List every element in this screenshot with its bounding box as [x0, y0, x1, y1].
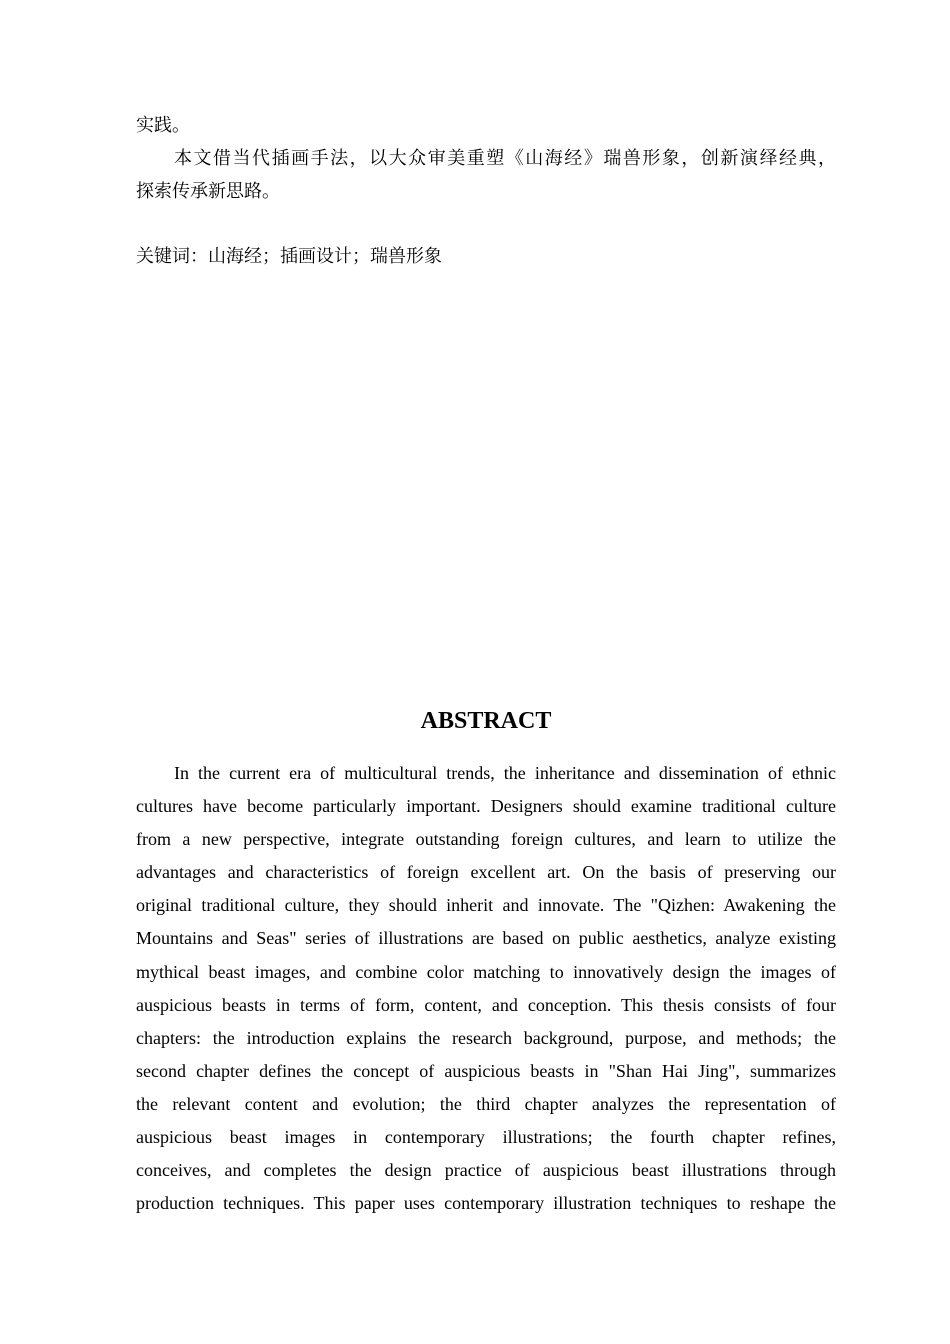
- cn-line: 本文借当代插画手法，以大众审美重塑《山海经》瑞兽形象，创新演绎经典，: [174, 148, 836, 168]
- abstract-line: advantages and characteristics of foreign excellent art. On the basis of preserving our: [136, 862, 836, 883]
- keywords-line: [136, 240, 836, 273]
- keywords-label: 关键词：: [136, 246, 208, 266]
- cn-line: 实践。: [136, 115, 190, 135]
- english-abstract-body: [136, 757, 836, 1220]
- abstract-line: conceives, and completes the design practice of auspicious beast illustrations through: [136, 1160, 836, 1181]
- abstract-line: mythical beast images, and combine color matching to innovatively design the images of: [136, 961, 836, 982]
- abstract-line: Mountains and Seas" series of illustrations are based on public aesthetics, analyze existing: [136, 928, 836, 949]
- abstract-line: In the current era of multicultural trends, the inheritance and dissemination of ethnic: [174, 763, 836, 783]
- abstract-line: second chapter defines the concept of auspicious beasts in "Shan Hai Jing", summarizes: [136, 1060, 836, 1081]
- abstract-title: ABSTRACT: [420, 708, 552, 734]
- keywords-value: 山海经；插画设计；瑞兽形象: [208, 246, 442, 266]
- abstract-line: chapters: the introduction explains the research background, purpose, and methods; the: [136, 1027, 836, 1048]
- abstract-line: original traditional culture, they should inherit and innovate. The "Qizhen: Awakening the: [136, 895, 836, 916]
- chinese-abstract: [136, 109, 836, 208]
- abstract-line: production techniques. This paper uses contemporary illustration techniques to reshape the: [136, 1193, 836, 1214]
- abstract-line: cultures have become particularly important. Designers should examine traditional culture: [136, 796, 836, 817]
- abstract-line: auspicious beast images in contemporary illustrations; the fourth chapter refines,: [136, 1127, 836, 1148]
- abstract-line: from a new perspective, integrate outstanding foreign cultures, and learn to utilize the: [136, 829, 836, 850]
- cn-line: 探索传承新思路。: [136, 181, 280, 201]
- abstract-line: the relevant content and evolution; the third chapter analyzes the representation of: [136, 1093, 836, 1114]
- abstract-line: auspicious beasts in terms of form, content, and conception. This thesis consists of four: [136, 994, 836, 1015]
